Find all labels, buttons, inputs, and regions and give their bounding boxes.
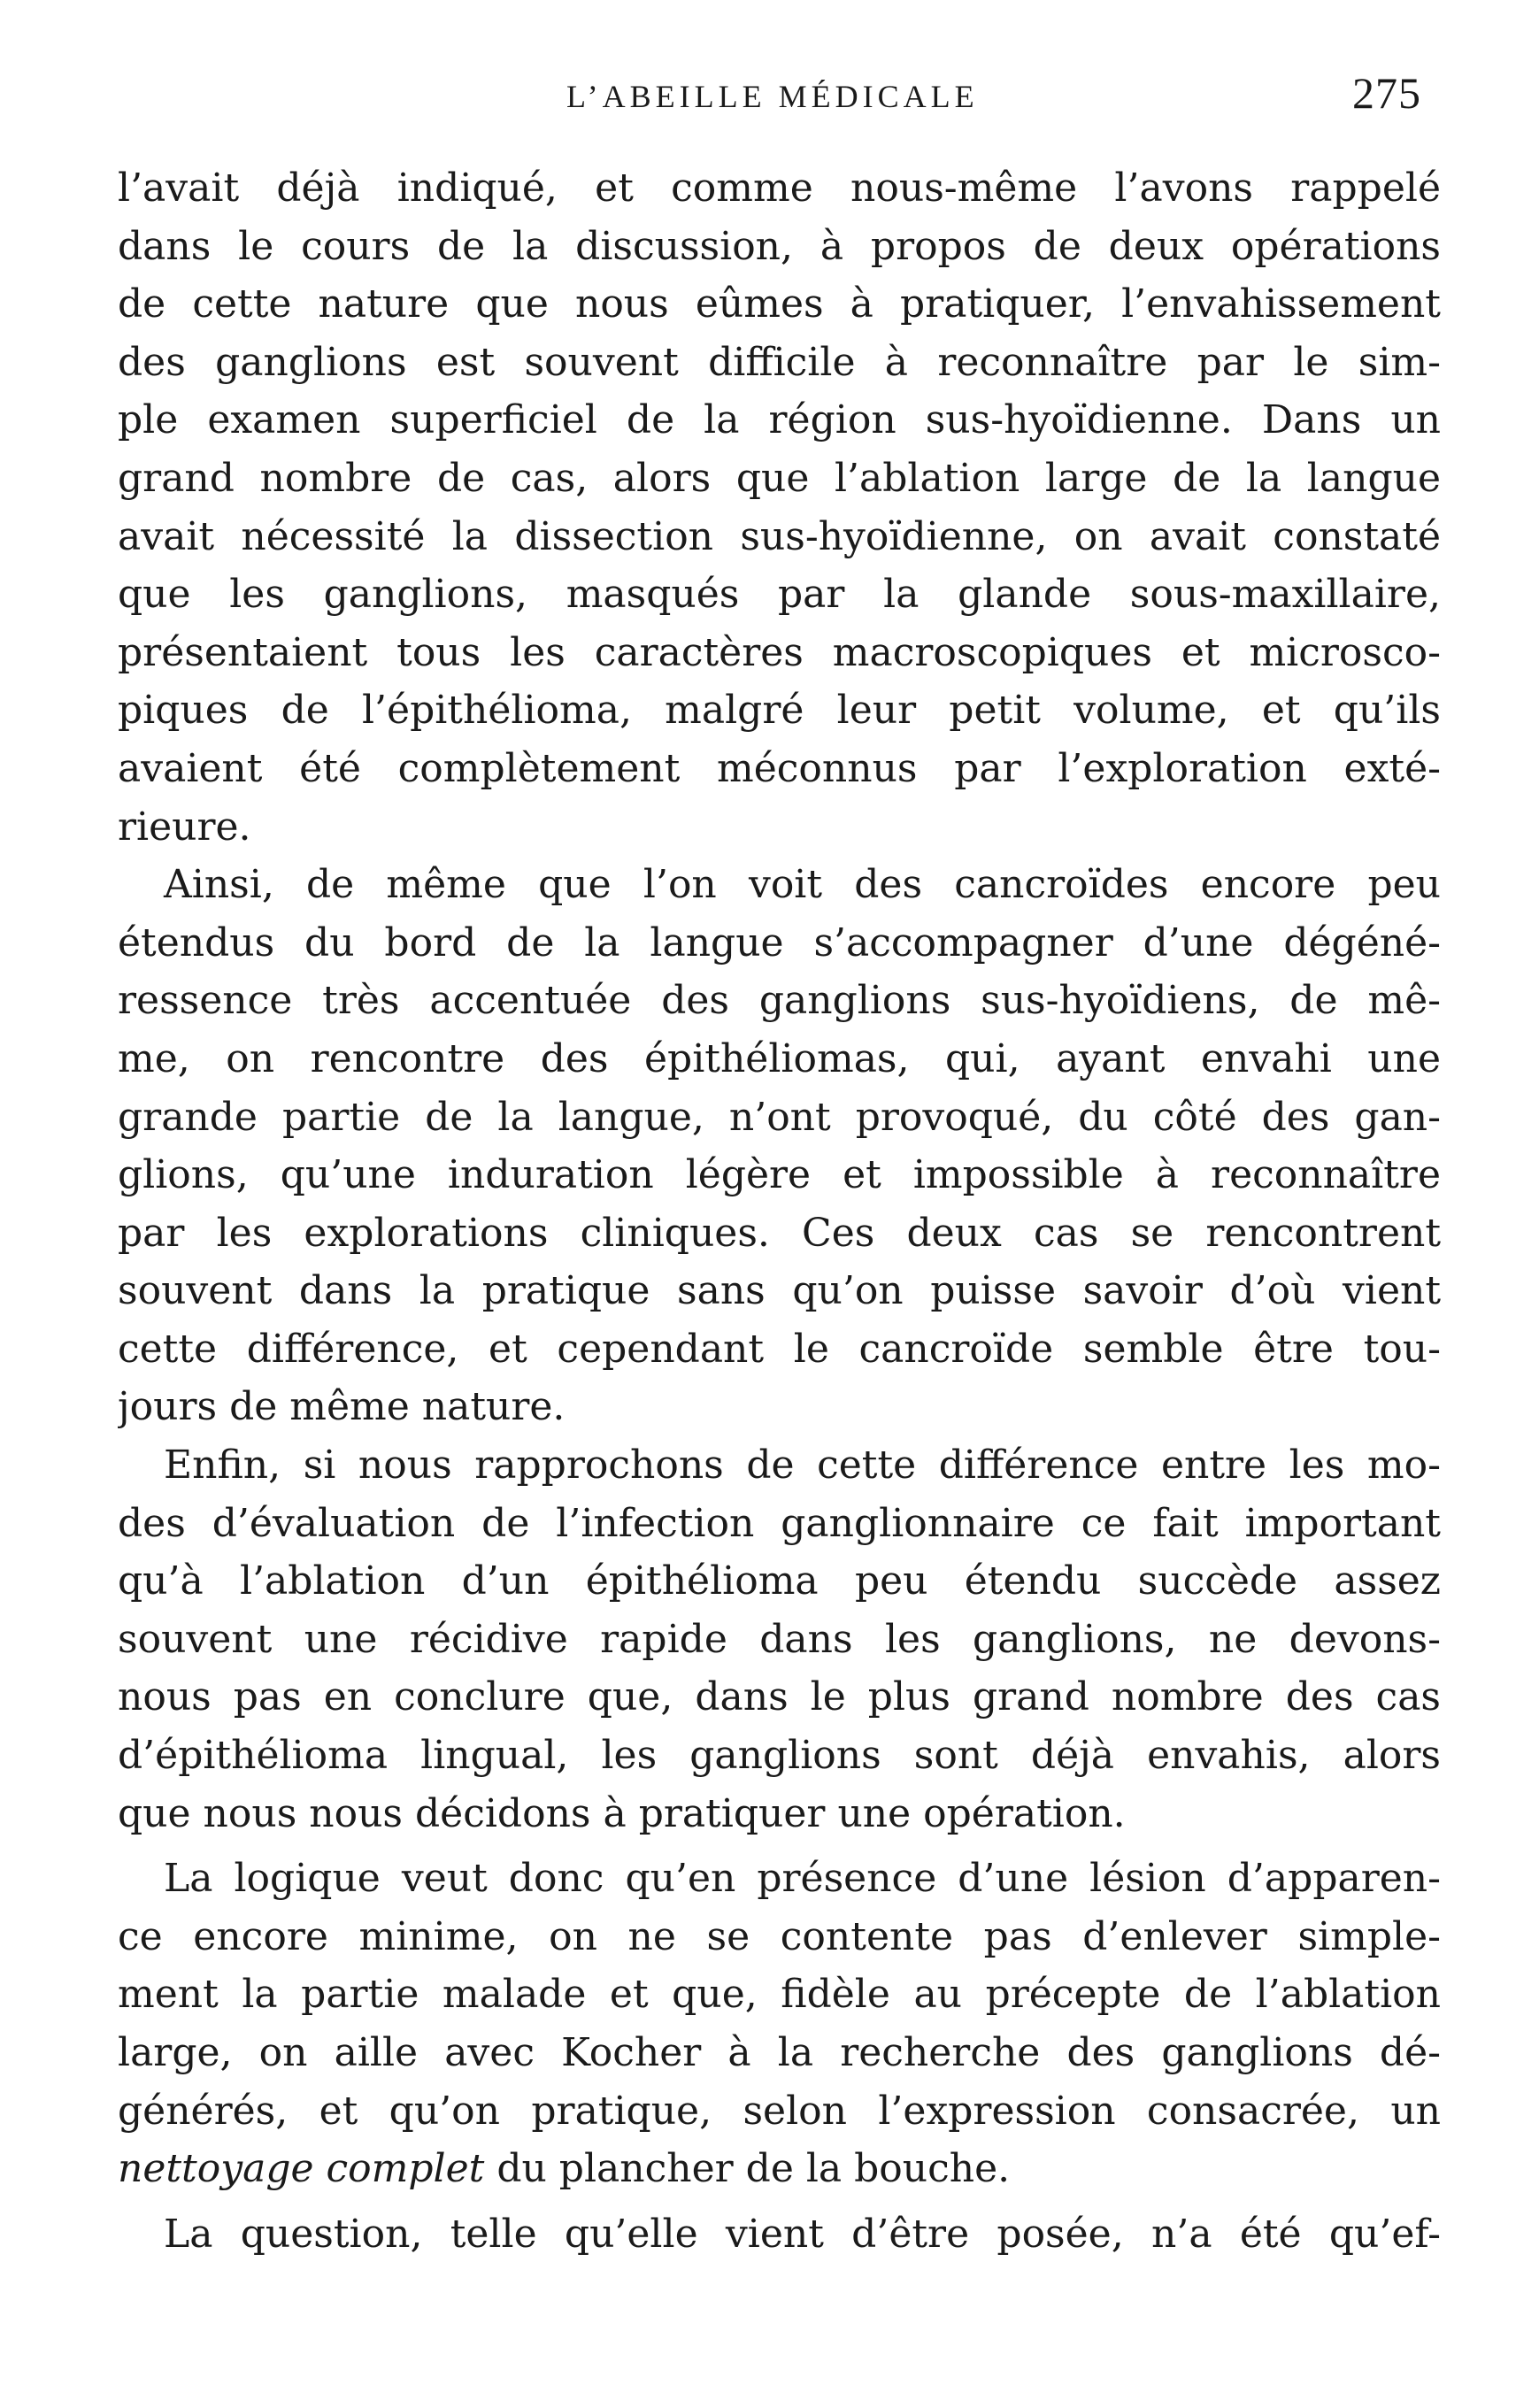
text-line: nous pas en conclure que, dans le plus grand nombre des cas: [118, 1674, 1441, 1720]
paragraph-1: [118, 159, 1441, 856]
text-line: cette différence, et cependant le cancroïde semble être tou-: [118, 1326, 1441, 1372]
text-line: l’avait déjà indiqué, et comme nous-même l’avons rappelé: [118, 165, 1441, 211]
text-line: que les ganglions, masqués par la glande sous-maxillaire,: [118, 572, 1441, 618]
running-header: [0, 62, 1539, 133]
text-line: me, on rencontre des épithéliomas, qui, ayant envahi une: [118, 1035, 1441, 1081]
text-line: de cette nature que nous eûmes à pratiquer, l’envahissement: [118, 281, 1441, 327]
text-line: La question, telle qu’elle vient d’être posée, n’a été qu’ef-: [164, 2211, 1441, 2257]
text-line: jours de même nature.: [118, 1384, 566, 1430]
text-line: large, on aille avec Kocher à la recherche des ganglions dé-: [118, 2030, 1441, 2075]
text-line: par les explorations cliniques. Ces deux cas se rencontrent: [118, 1210, 1441, 1256]
paragraph-gap: [118, 2198, 1441, 2205]
italic-phrase: nettoyage complet: [118, 2146, 485, 2192]
text-line: présentaient tous les caractères macroscopiques et microsco-: [118, 629, 1441, 675]
text-line: grande partie de la langue, n’ont provoqué, du côté des gan-: [118, 1094, 1441, 1140]
text-line: rieure.: [118, 804, 251, 850]
text-line: [118, 2140, 1441, 2198]
text-line: souvent dans la pratique sans qu’on puisse savoir d’où vient: [118, 1268, 1441, 1314]
text-line: d’épithélioma lingual, les ganglions sont déjà envahis, alors: [118, 1733, 1441, 1779]
text-line: ple examen superficiel de la région sus-hyoïdienne. Dans un: [118, 397, 1441, 443]
paragraph-gap: [118, 1843, 1441, 1850]
text-line: Enfin, si nous rapprochons de cette différence entre les mo-: [164, 1442, 1441, 1489]
text-line: des d’évaluation de l’infection ganglionnaire ce fait important: [118, 1500, 1441, 1546]
text-line: avait nécessité la dissection sus-hyoïdienne, on avait constaté: [118, 513, 1441, 559]
paragraph-2: [118, 856, 1441, 1436]
text-line: glions, qu’une induration légère et impossible à reconnaître: [118, 1152, 1441, 1198]
text-line: dans le cours de la discussion, à propos de deux opérations: [118, 223, 1441, 269]
text-line: avaient été complètement méconnus par l’exploration exté-: [118, 745, 1441, 791]
paragraph-3: [118, 1436, 1441, 1843]
text-line: des ganglions est souvent difficile à reconnaître par le sim-: [118, 339, 1441, 385]
text-line: Ainsi, de même que l’on voit des cancroïdes encore peu: [164, 862, 1441, 908]
text-line: piques de l’épithélioma, malgré leur petit volume, et qu’ils: [118, 688, 1441, 734]
page-number: 275: [1352, 68, 1421, 118]
paragraph-5: [118, 2205, 1441, 2264]
text-line: générés, et qu’on pratique, selon l’expression consacrée, un: [118, 2088, 1441, 2134]
running-title: L’ABEILLE MÉDICALE: [566, 79, 979, 114]
text-line: souvent une récidive rapide dans les ganglions, ne devons-: [118, 1616, 1441, 1662]
body-text: [118, 159, 1441, 2263]
text-run: du plancher de la bouche.: [484, 2146, 1011, 2192]
text-line: grand nombre de cas, alors que l’ablation large de la langue: [118, 455, 1441, 501]
text-line: ressence très accentuée des ganglions sus-hyoïdiens, de mê-: [118, 978, 1441, 1024]
text-line: La logique veut donc qu’en présence d’une lésion d’apparen-: [164, 1856, 1441, 1902]
text-line: ment la partie malade et que, fidèle au précepte de l’ablation: [118, 1972, 1441, 2018]
text-line: ce encore minime, on ne se contente pas d’enlever simple-: [118, 1913, 1441, 1959]
text-line: qu’à l’ablation d’un épithélioma peu étendu succède assez: [118, 1558, 1441, 1604]
paragraph-4: [118, 1850, 1441, 2198]
text-line: que nous nous décidons à pratiquer une opération.: [118, 1790, 1126, 1836]
text-line: étendus du bord de la langue s’accompagner d’une dégéné-: [118, 919, 1441, 966]
